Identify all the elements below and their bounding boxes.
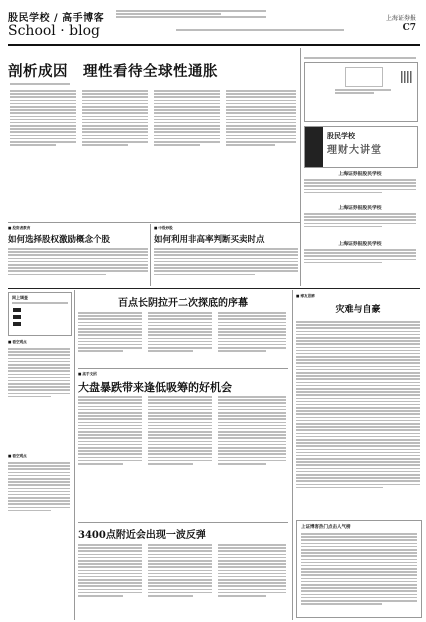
- right-column: [304, 52, 420, 288]
- paper-name: 上海证券报: [385, 15, 416, 22]
- left-sidebar: [8, 292, 70, 614]
- story-2-tag: ■ 投资者教育: [8, 226, 148, 231]
- banner-logo: [345, 67, 383, 87]
- story-4-col-1: [78, 312, 142, 353]
- section-title-en: School · blog: [8, 23, 100, 39]
- qr-code: [401, 71, 413, 83]
- event-3: [304, 240, 416, 265]
- story-second-bottom: [78, 294, 288, 366]
- lecture-subtitle: 理财大讲堂: [327, 145, 382, 156]
- story-3-tag: ■ 中级炒股: [154, 226, 298, 231]
- event-title-2: 上海证券报股民学校: [338, 205, 382, 211]
- story-5-tag: ■ 高手支招: [78, 372, 288, 377]
- blog-header: [304, 57, 416, 60]
- story-5-col-2: [148, 396, 212, 466]
- lead-story: [8, 52, 300, 222]
- masthead: [8, 9, 420, 53]
- story-5-headline: 大盘暴跌带来逢低吸筹的好机会: [78, 381, 232, 394]
- event-1: [304, 170, 416, 195]
- sidebar-box-2: [8, 454, 70, 513]
- lead-body-col-4: [226, 90, 296, 147]
- story-3-body: [154, 248, 298, 275]
- event-title-3: 上海证券报股民学校: [338, 241, 382, 247]
- story-4-col-2: [148, 312, 212, 353]
- blog-ranking-list: [301, 533, 417, 606]
- section-title-cn: 股民学校 / 高手博客: [8, 13, 105, 24]
- lead-byline: [10, 83, 70, 86]
- story-6-col-3: [218, 544, 286, 598]
- blog-banner: [304, 62, 418, 122]
- event-2: [304, 204, 416, 229]
- story-6-col-1: [78, 544, 142, 598]
- sidebar-tag-2: ■ 看空观点: [8, 454, 70, 459]
- story-stock-incentive: [8, 226, 148, 286]
- survey-title: 网上调查: [12, 295, 28, 300]
- page-number: C7: [402, 23, 416, 33]
- lead-headline: 剖析成因 理性看待全球性通胀: [8, 63, 218, 80]
- sidebar-box-1: [8, 340, 70, 399]
- story-7-body: [296, 321, 420, 488]
- lecture-box: [304, 126, 418, 168]
- story-3400-rebound: [78, 526, 288, 618]
- lead-body-col-1: [10, 90, 76, 147]
- story-buy-the-dip: [78, 372, 288, 522]
- story-6-headline: 3400点附近会出现一波反弹: [78, 530, 206, 541]
- story-2-headline: 如何选择股权激励概念个股: [8, 235, 111, 245]
- story-7-tag: ■ 博友思辨: [296, 294, 420, 299]
- lead-body-col-3: [154, 90, 220, 147]
- lecture-title: 股民学校: [327, 131, 355, 140]
- story-5-col-3: [218, 396, 286, 466]
- story-4-headline: 百点长阴拉开二次探底的序幕: [118, 298, 248, 309]
- blog-ranking-box: [296, 520, 422, 618]
- survey-box: [8, 292, 72, 336]
- story-5-col-1: [78, 396, 142, 466]
- story-6-col-2: [148, 544, 212, 598]
- story-3-headline: 如何利用非高率判断买卖时点: [154, 235, 265, 245]
- story-disaster-pride: [296, 294, 420, 516]
- story-2-body: [8, 248, 148, 275]
- story-7-headline: 灾难与自豪: [335, 305, 381, 315]
- blog-ranking-title: 上证博客热门点击人气榜: [301, 525, 351, 530]
- sidebar-tag-1: ■ 看空观点: [8, 340, 70, 345]
- story-4-col-3: [218, 312, 286, 353]
- event-title-1: 上海证券报股民学校: [338, 171, 382, 177]
- story-buy-sell-timing: [154, 226, 298, 286]
- lead-body-col-2: [82, 90, 148, 147]
